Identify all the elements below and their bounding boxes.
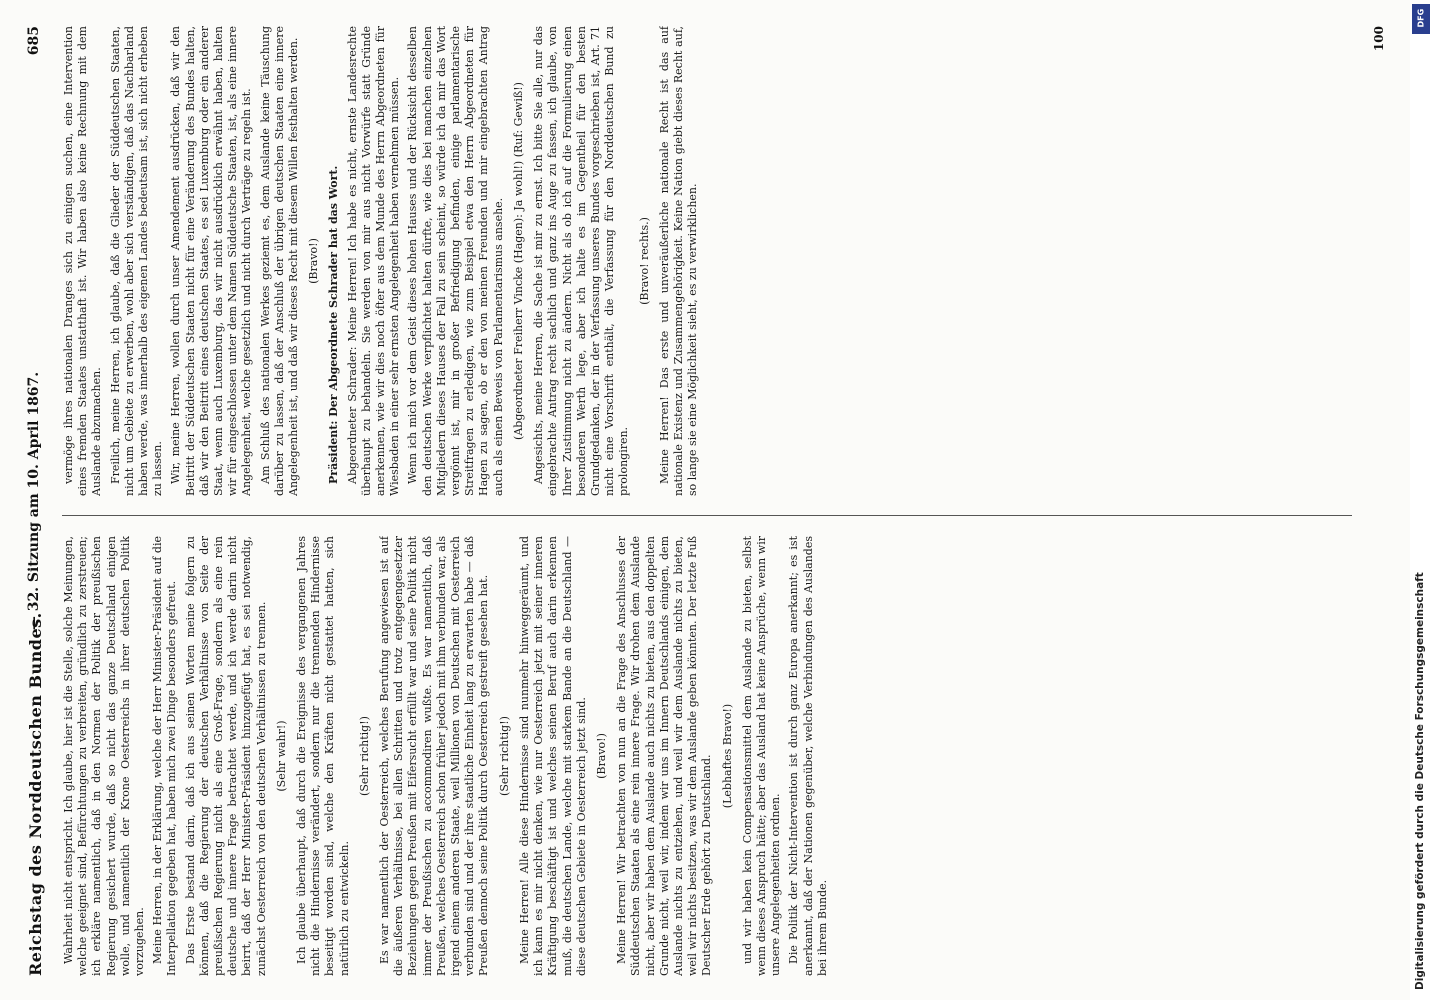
page-header [16, 16, 56, 986]
paragraph: Die Politik der Nicht-Intervention ist durch ganz Europa anerkannt; es ist anerkannt, daß der Nationen gegenüber, welche Verbindungen des Auslandes bei ihrem Bunde. [787, 536, 829, 976]
credit-text: Digitalisierung gefördert durch die Deutsche Forschungsgemeinschaft [1414, 572, 1426, 990]
paragraph: Meine Herren, in der Erklärung, welche der Herr Minister-Präsident auf die Interpellation gegeben hat, haben mich zwei Dinge besonders gefreut. [151, 536, 179, 976]
interjection: (Sehr richtig!) [357, 716, 371, 796]
digitization-credit-strip [1410, 0, 1432, 1000]
interjection: (Bravo!) [307, 238, 321, 284]
paragraph: Das Erste bestand darin, daß ich aus seinen Worten meine folgern zu können, daß die Regierung der deutschen Verhältnisse von Seite der preußischen Regierung nicht als eine Groß-Frage, sondern als eine rein deutsche und innere Frage betrachtet werde, und ich werde darin nicht beirrt, daß der Herr Minister-Präsident hinzugefügt hat, es sei notwendig, zunächst Oesterreich von den deutschen Verhältnissen zu trennen. [183, 536, 268, 976]
interjection: (Bravo! rechts.) [637, 217, 651, 305]
paragraph: und wir haben kein Compensationsmittel dem Auslande zu bieten, selbst wenn dieses Anspruch hätte; aber das Ausland hat keine Ansprüche, wenn wir unsere Angelegenheiten ordnen. [740, 536, 783, 976]
paragraph: Meine Herren! Alle diese Hindernisse sind nunmehr hinweggeräumt, und ich kann es mir nicht denken, wie nur Oesterreich jetzt mit seiner inneren Kräftigung beschäftigt ist und welches seinen Beruf auch darin erkennen muß, die deutschen Lande, welche mit starkem Bande an die Deutschland — diese deutschen Gebiete in Oesterreich jetzt sind. [517, 536, 588, 976]
paragraph: Wahrheit nicht entspricht. Ich glaube, hier ist die Stelle, solche Meinungen, welche geeignet sind, Befürchtungen zu verbreiten, gründlich zu zerstreuen; ich erkläre namentlich, daß in den Normen der Politik der preußischen Regierung gesichert wurde, daß so nicht das ganze Deutschland einigen wolle, und namentlich der Krone Oesterreichs in ihrer deutschen Politik vorzugehen. [62, 536, 147, 976]
paragraph: Wenn ich mich vor dem Geist dieses hohen Hauses und der Rücksicht desselben den deutschen Werke verpflichtet halten dürfte, wie dies bei manchen einzelnen Mitgliedern dieses Hauses der Fall zu sein scheint, so würde ich da mir das Wort vergönnt ist, mir in großer Befriedigung befinden, einige parlamentarische Streitfragen zu erledigen, wie zum Beispiel etwa den Herrn Abgeordneten für Hagen zu sagen, ob er den von meinen Freunden und mir eingebrachten Antrag auch als einen Beweis von Parlamentarismus ansehe. [406, 26, 505, 496]
paragraph: vermöge ihres nationalen Dranges sich zu einigen suchen, eine Intervention eines fremden Staates unstatthaft ist. Wir haben also keine Rechnung mit dem Auslande abzumachen. [62, 26, 104, 496]
header-session: — 32. Sitzung am 10. April 1867. [26, 371, 42, 631]
paragraph: Meine Herren! Wir betrachten von nun an die Frage des Anschlusses der Süddeutschen Staaten als eine rein innere Frage. Wir drohen dem Auslande nicht, aber wir haben dem Auslande auch nichts zu bieten, aus den doppelten Grunde nicht, weil wir, indem wir uns im Innern Deutschlands einigen, dem Auslande nichts zu entziehen, und weil wir dem Auslande nichts zu bieten, weil wir nichts besitzen, was wir dem Auslande geben könnten. Der letzte Fuß Deutscher Erde gehört zu Deutschland. [615, 536, 714, 976]
paragraph: Angesichts, meine Herren, die Sache ist mir zu ernst. Ich bitte Sie alle, nur das eingebrachte Antrag recht sachlich und ganz ins Auge zu fassen, ich glaube, von Ihrer Zustimmung nicht zu ändern. Nicht als ob ich auf die Formulierung einen besonderen Werth lege, aber ich halte es im Gegentheil für den besten Grundgedanken, der in der Verfassung unseres Bundes vorgeschrieben ist, Art. 71 nicht eine Vorschrift enthält, die Verfassung für den Norddeutschen Bund zu prolongiren. [532, 26, 631, 496]
interjection: (Sehr richtig!) [497, 716, 511, 796]
speaker-paragraph: Präsident: Der Abgeordnete Schrader hat das Wort. [327, 165, 341, 484]
column-divider [62, 515, 1352, 516]
header-page-number: 685 [26, 26, 42, 56]
interjection: (Abgeordneter Freiherr Vincke (Hagen): Ja wohl!) (Ruf: Gewiß!) [511, 82, 525, 440]
left-text-column [62, 536, 1362, 976]
paragraph: Abgeordneter Schrader: Meine Herren! Ich habe es nicht, ernste Landesrechte überhaupt zu behandeln. Sie werden von mir aus nicht Vorwürfe statt Gründe anerkennen, wie wir dies noch öfter aus dem Munde des Herrn Abgeordneten für Wiesbaden in einer sehr ernsten Angelegenheit haben vernehmen müssen. [345, 26, 402, 496]
sheet-number: 100 [1372, 26, 1386, 52]
interjection: (Bravo!) [594, 733, 608, 779]
dfg-logo-text: DFG [1416, 8, 1426, 28]
paragraph: Ich glaube überhaupt, daß durch die Ereignisse des vergangenen Jahres nicht die Hindernisse verändert, sondern nur die trennenden Hindernisse beseitigt worden sind, welche den Kräften nicht gestattet hatten, sich natürlich zu entwickeln. [295, 536, 351, 976]
header-title: Reichstag des Norddeutschen Bundes. [26, 612, 45, 976]
interjection: (Sehr wahr!) [274, 720, 288, 792]
paragraph: Wir, meine Herren, wollen durch unser Amendement ausdrücken, daß wir den Beitritt der Süddeutschen Staaten nicht für eine Veränderung des Bundes halten, daß wir den Beitritt eines deutschen Staates, es sei Luxemburg oder ein anderer Staat, wenn auch Luxemburg, das wir nicht ausdrücklich erwähnt haben, halten wir für eingeschlossen unter dem Namen Süddeutsche Staaten, ist, als eine innere Angelegenheit, welche gesetzlich und nicht durch Verträge zu regeln ist. [169, 26, 254, 496]
paragraph: Am Schluß des nationalen Werkes geziemt es, dem Auslande keine Täuschung darüber zu lassen, daß der Anschluß der übrigen deutschen Staaten eine innere Angelegenheit ist, und daß wir dieses Recht mit diesem Willen festhalten werden. [258, 26, 301, 496]
rotated-newspaper-page [16, 16, 1406, 986]
right-text-column [62, 26, 1362, 496]
paragraph: Meine Herren! Das erste und unveräußerliche nationale Recht ist das auf nationale Existenz und Zusammengehörigkeit. Keine Nation giebt dieses Recht auf, so lange sie eine Möglichkeit sieht, es zu verwirklichen. [657, 26, 700, 496]
paragraph: Es war namentlich der Oesterreich, welches Berufung angewiesen ist auf die äußeren Verhältnisse, bei allen Schritten und trotz entgegengesetzter Beziehungen gegen Preußen mit Eifersucht erfüllt war und seine Politik nicht immer der Preußischen zu accommodiren wußte. Es war namentlich, daß Preußen, welches Oesterreich schon früher jedoch mit ihm verbunden war, als irgend einem anderen Staate, weil Millionen von Deutschen mit Oesterreich verbunden sind und der ihre staatliche Einheit lang zu erwarten habe — daß Preußen dennoch seine Politik durch Oesterreich gestreift gesehen hat. [378, 536, 491, 976]
interjection: (Lebhaftes Bravo!) [720, 703, 734, 809]
paragraph: Freilich, meine Herren, ich glaube, daß die Glieder der Süddeutschen Staaten, nicht um Gebiete zu erwerben, wohl aber sich verständigen, daß das Nachbarland haben werde, was innerhalb des eigenen Landes bedeutsam ist, sich nicht erheben zu lassen. [108, 26, 165, 496]
dfg-logo-icon [1412, 4, 1430, 34]
